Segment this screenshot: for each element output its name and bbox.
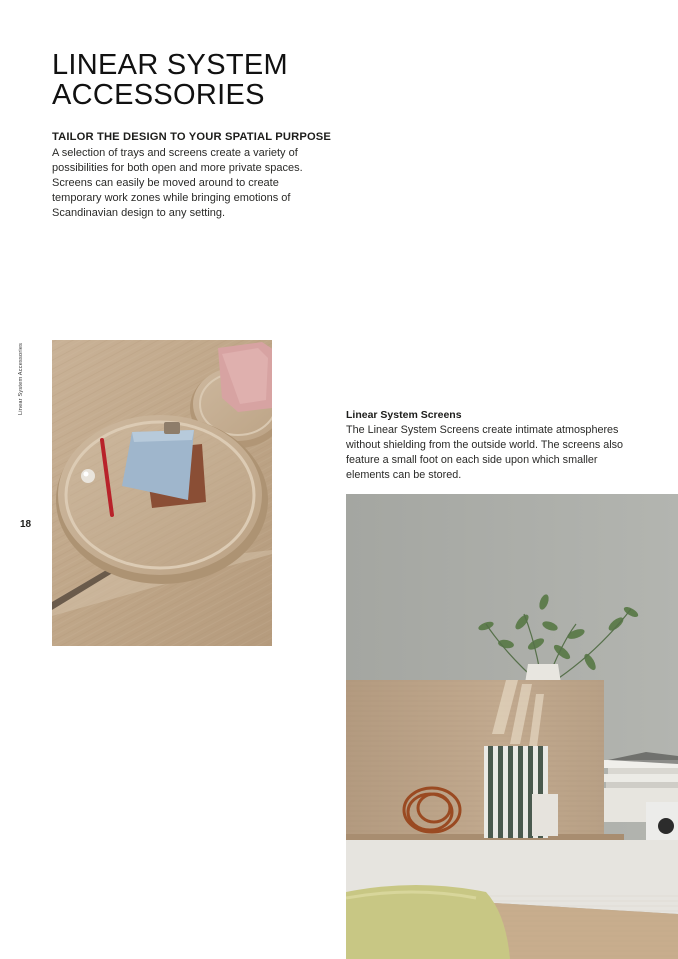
screen-photo xyxy=(346,494,678,959)
page-number: 18 xyxy=(20,519,32,530)
tray-photo xyxy=(52,340,272,646)
page-title-line-1: LINEAR SYSTEM xyxy=(52,49,288,81)
screens-description: The Linear System Screens create intimate atmospheres without shielding from the outside world. The screens also feature a small foot on each side upon which smaller elements can be stored. xyxy=(346,424,624,481)
screen-photo-illustration xyxy=(346,494,678,959)
screens-heading: Linear System Screens xyxy=(346,409,462,421)
intro-paragraph: A selection of trays and screens create a variety of possibilities for both open and more private spaces. Screens can easily be moved around to create temporary work zones while bringing emotions of Scandinavian design to any setting. xyxy=(52,147,303,219)
page-title-line-2: ACCESSORIES xyxy=(52,79,265,111)
side-running-label: Linear System Accessories xyxy=(18,342,24,415)
tray-photo-illustration xyxy=(52,340,272,646)
page-title xyxy=(52,50,372,110)
section-subheading: TAILOR THE DESIGN TO YOUR SPATIAL PURPOSE xyxy=(52,131,332,143)
